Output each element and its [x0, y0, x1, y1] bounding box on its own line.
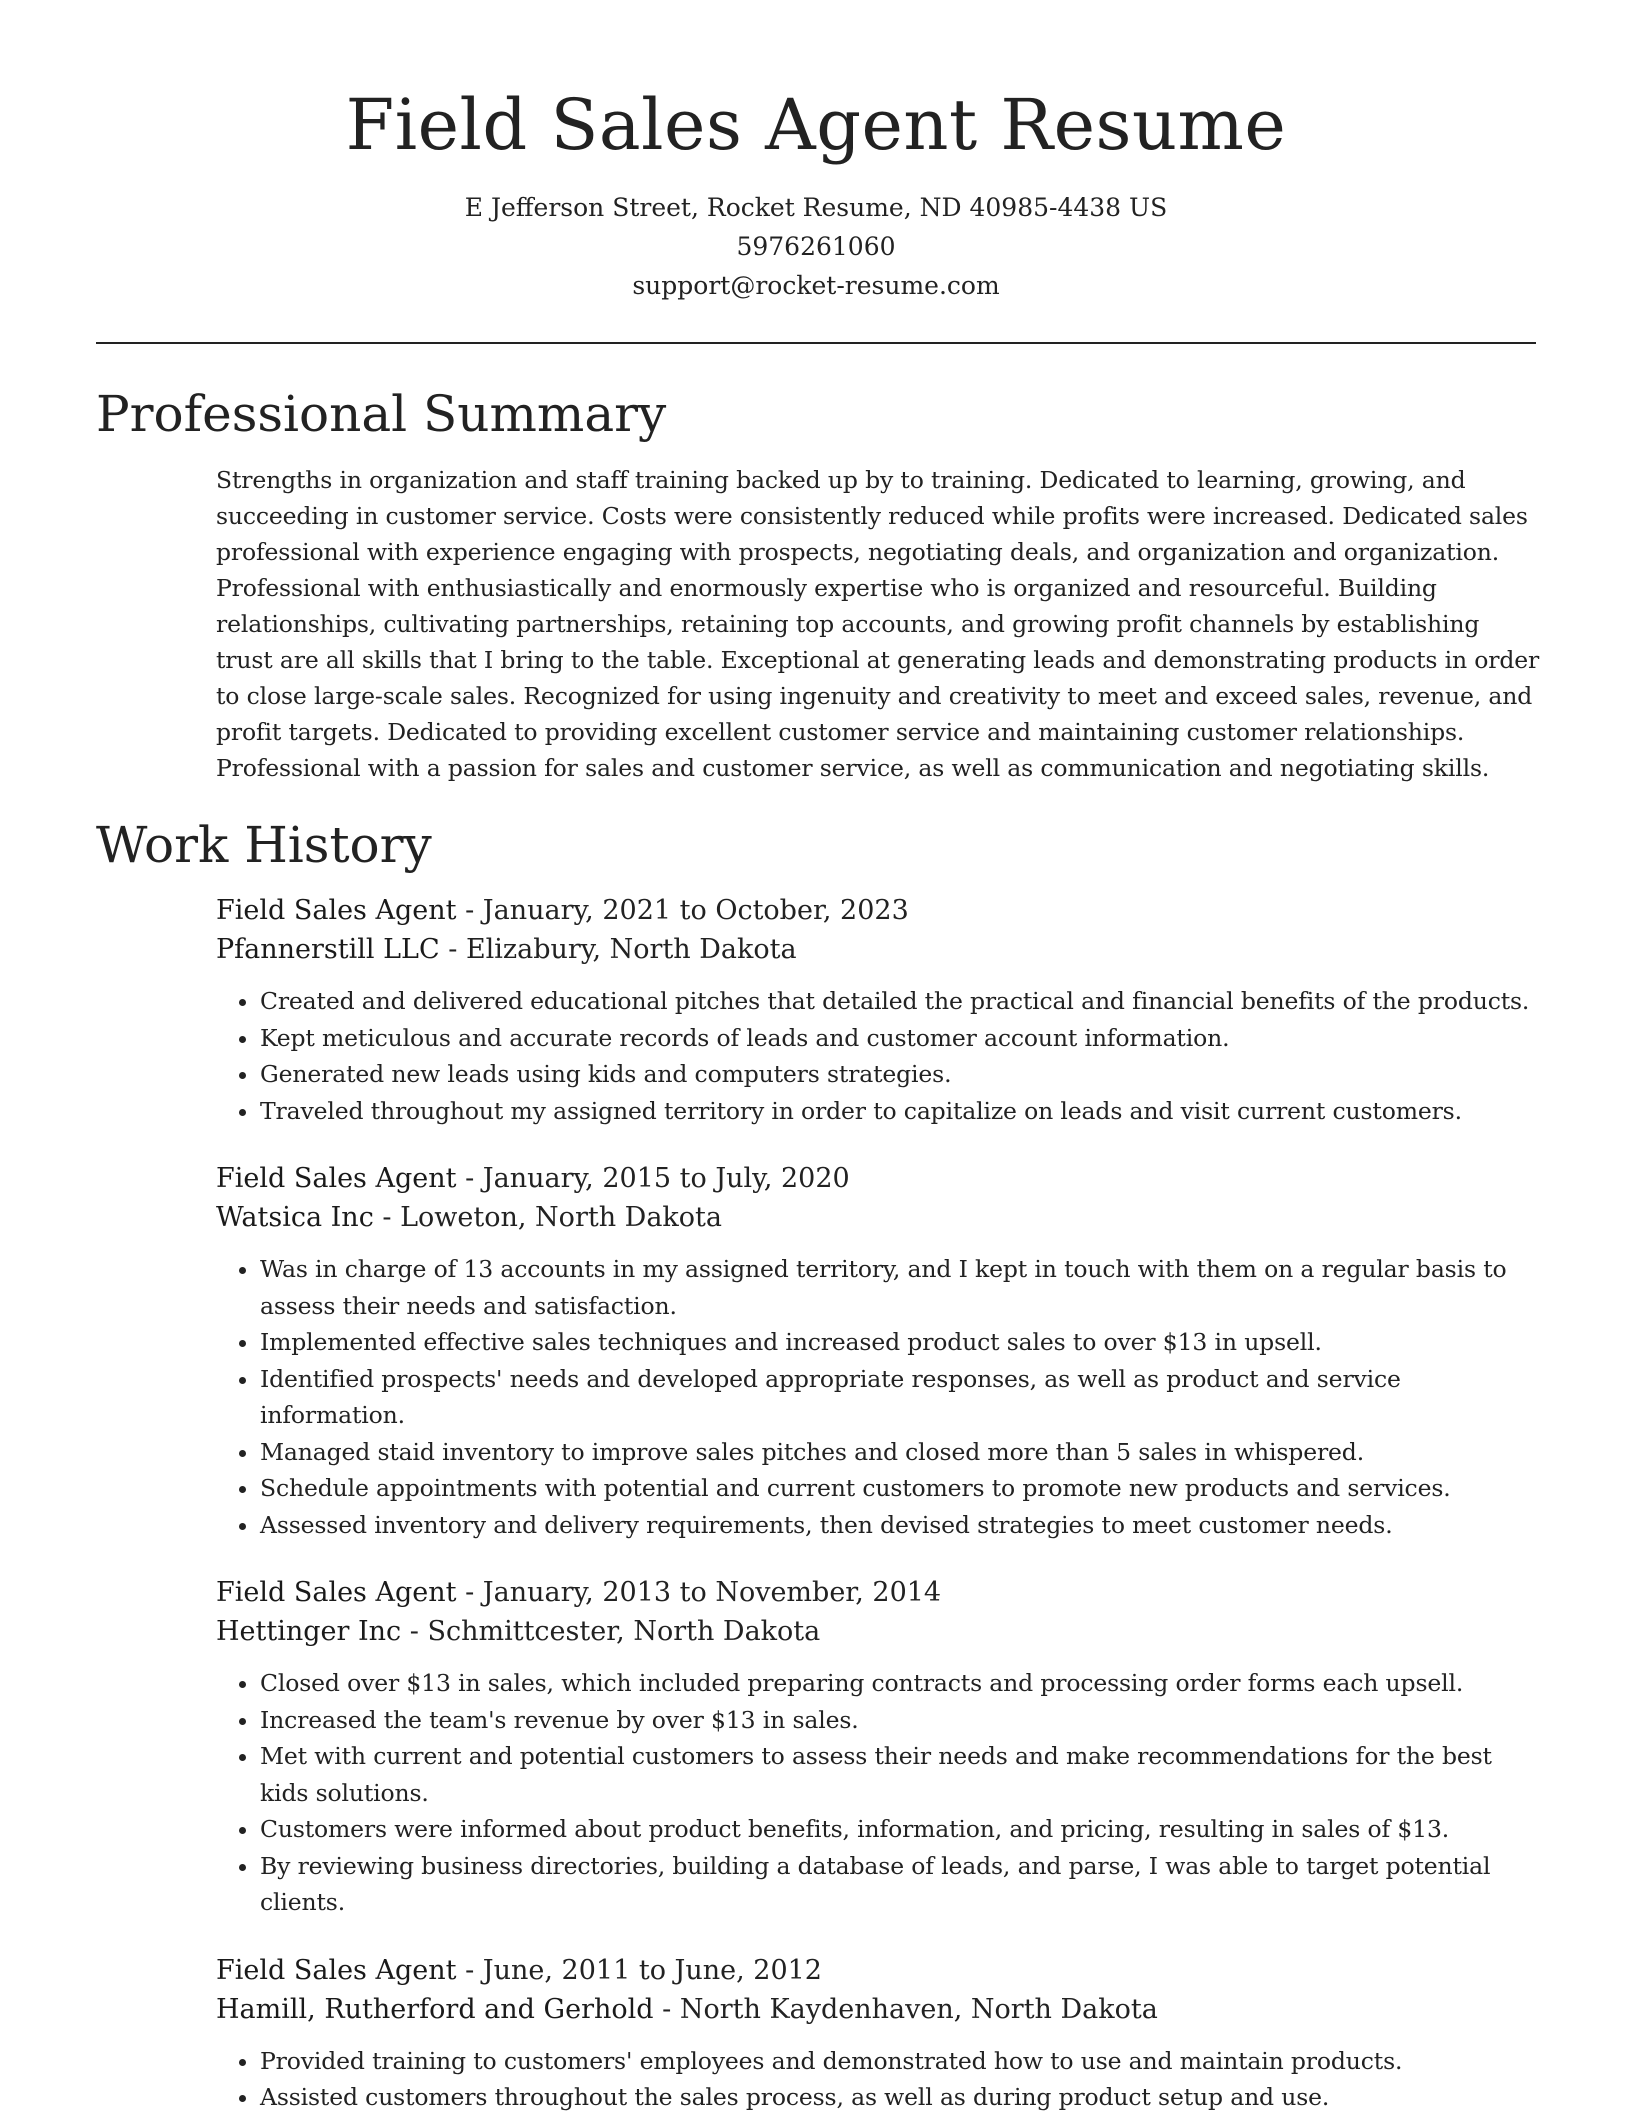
separator: - [456, 1954, 483, 1986]
job-bullet: • Created and delivered educational pitches that detailed the practical and financial benefits of the products. [260, 983, 1540, 1020]
job-bullet: • Traveled throughout my assigned territory in order to capitalize on leads and visit current customers. [260, 1093, 1540, 1130]
job-company-line [216, 1612, 1540, 1651]
separator: - [456, 1577, 483, 1608]
job-bullet: • Was in charge of 13 accounts in my assigned territory, and I kept in touch with them on a regular basis to assess their needs and satisfaction. [260, 1251, 1540, 1324]
job-location: Schmittcester, North Dakota [427, 1616, 821, 1647]
job-company-line [216, 1990, 1540, 2029]
job-bullet: • Managed staid inventory to improve sales pitches and closed more than 5 sales in whispered. [260, 1434, 1540, 1471]
job-company-line [216, 930, 1540, 969]
job-bullet: • Assessed inventory and delivery requirements, then devised strategies to meet customer needs. [260, 1507, 1540, 1544]
summary-heading: Professional Summary [96, 385, 667, 443]
job-bullet: • Identified prospects' needs and developed appropriate responses, as well as product and service information. [260, 1361, 1540, 1434]
separator: - [373, 1202, 401, 1233]
job-company: Hettinger Inc [216, 1616, 402, 1647]
separator: - [456, 1163, 483, 1194]
job-company-line [216, 1198, 1540, 1237]
job-location: Loweton, North Dakota [400, 1202, 722, 1233]
job-entry [216, 1159, 1540, 1543]
contact-address: E Jefferson Street, Rocket Resume, ND 40985-4438 US [464, 193, 1168, 222]
job-entry [216, 1951, 1540, 2112]
job-title: Field Sales Agent [216, 895, 457, 926]
job-bullet: • Schedule appointments with potential and current customers to promote new products and services. [260, 1470, 1540, 1507]
job-bullet: • Increased the team's revenue by over $13 in sales. [260, 1702, 1540, 1739]
job-bullets [216, 1251, 1540, 1543]
job-location: North Kaydenhaven, North Dakota [679, 1993, 1158, 2025]
resume-title: Field Sales Agent Resume [345, 84, 1287, 166]
job-bullet: • Met with current and potential customers to assess their needs and make recommendations for the best kids solutions. [260, 1738, 1540, 1811]
job-title-line [216, 891, 1540, 930]
separator: - [439, 934, 466, 965]
contact-block [96, 188, 1536, 305]
job-bullet: • Closed over $13 in sales, which included preparing contracts and processing order forms each upsell. [260, 1665, 1540, 1702]
separator: - [653, 1993, 680, 2025]
job-entry [216, 891, 1540, 1129]
job-bullet: • Kept meticulous and accurate records of leads and customer account information. [260, 1020, 1540, 1057]
job-bullets [216, 1665, 1540, 1921]
job-title-line [216, 1951, 1540, 1990]
job-bullet: • Generated new leads using kids and computers strategies. [260, 1056, 1540, 1093]
job-bullet: • Implemented effective sales techniques and increased product sales to over $13 in upsell. [260, 1324, 1540, 1361]
resume-header [96, 80, 1536, 305]
job-bullets [216, 983, 1540, 1129]
job-company: Pfannerstill LLC [216, 934, 440, 965]
job-dates: January, 2013 to November, 2014 [482, 1577, 942, 1608]
job-bullet: • Customers were informed about product benefits, information, and pricing, resulting in sales of $13. [260, 1811, 1540, 1848]
job-title: Field Sales Agent [216, 1577, 457, 1608]
job-bullet: • By reviewing business directories, building a database of leads, and parse, I was able to target potential clients. [260, 1848, 1540, 1921]
contact-email: support@rocket-resume.com [632, 271, 1000, 300]
summary-text: Strengths in organization and staff training backed up by to training. Dedicated to learning, growing, and succeeding in customer service. Costs were consistently reduced while profits were increased. Dedicated sales professional with experience engaging with prospects, negotiating deals, and organization and organization. Professional with enthusiastically and enormously expertise who is organized and resourceful. Building relationships, cultivating partnerships, retaining top accounts, and growing profit channels by establishing trust are all skills that I bring to the table. Exceptional at generating leads and demonstrating products in order to close large-scale sales. Recognized for using ingenuity and creativity to meet and exceed sales, revenue, and profit targets. Dedicated to providing excellent customer service and maintaining customer relationships. Professional with a passion for sales and customer service, as well as communication and negotiating skills. [216, 466, 1540, 782]
job-title: Field Sales Agent [216, 1954, 457, 1986]
job-company: Hamill, Rutherford and Gerhold [216, 1993, 654, 2025]
job-title: Field Sales Agent [216, 1163, 457, 1194]
job-bullet: • Assisted customers throughout the sales process, as well as during product setup and use. [260, 2079, 1540, 2112]
job-dates: June, 2011 to June, 2012 [482, 1954, 822, 1986]
contact-phone: 5976261060 [736, 232, 896, 261]
job-entry [216, 1573, 1540, 1921]
separator: - [401, 1616, 428, 1647]
work-history-heading: Work History [96, 816, 432, 874]
job-title-line [216, 1573, 1540, 1612]
job-location: Elizabury, North Dakota [465, 934, 797, 965]
job-company: Watsica Inc [216, 1202, 374, 1233]
separator: - [456, 895, 483, 926]
header-divider [96, 342, 1536, 344]
job-bullets [216, 2043, 1540, 2112]
job-title-line [216, 1159, 1540, 1198]
job-dates: January, 2021 to October, 2023 [482, 895, 909, 926]
job-dates: January, 2015 to July, 2020 [482, 1163, 850, 1194]
job-bullet: • Provided training to customers' employees and demonstrated how to use and maintain products. [260, 2043, 1540, 2080]
work-history-list [216, 891, 1540, 2112]
